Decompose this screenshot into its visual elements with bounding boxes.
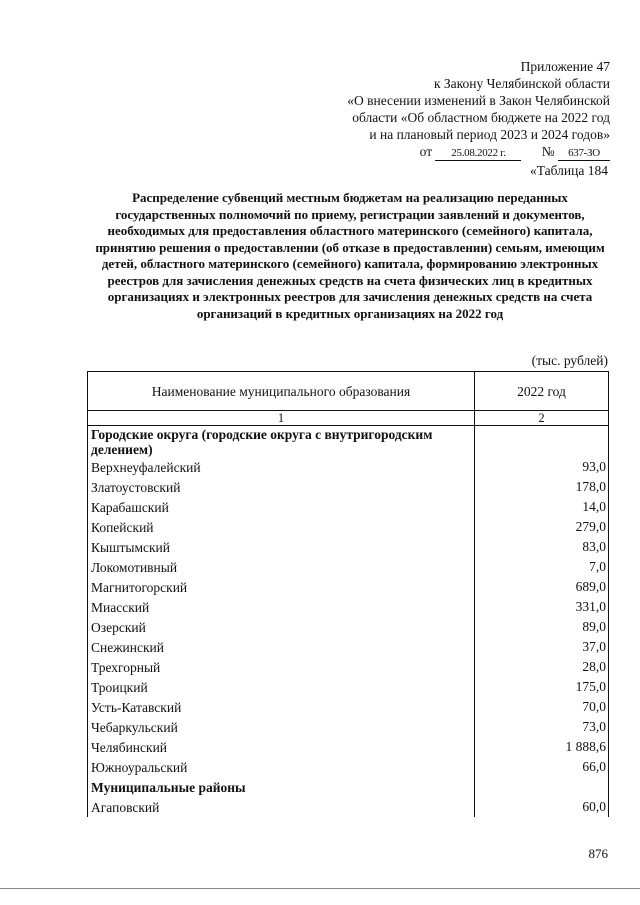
subvention-amount: 175,0: [475, 677, 609, 697]
column-number-1: 1: [88, 411, 475, 426]
municipality-name: Миасский: [88, 597, 475, 617]
table-row: [88, 697, 609, 717]
municipality-name: Южноуральский: [88, 757, 475, 777]
table-label: «Таблица 184: [530, 163, 608, 178]
municipality-name: Чебаркульский: [88, 717, 475, 737]
subvention-amount: 1 888,6: [475, 737, 609, 757]
subvention-amount: 37,0: [475, 637, 609, 657]
date-prefix: от: [419, 144, 433, 159]
number-value: 637-ЗО: [558, 147, 610, 161]
subvention-amount: 279,0: [475, 517, 609, 537]
page-bottom-edge: [0, 888, 640, 889]
group-title-city-districts: Городские округа (городские округа с внутригородским делением): [88, 426, 475, 458]
table-body: [88, 426, 609, 818]
municipality-name: Троицкий: [88, 677, 475, 697]
page-number: 876: [588, 846, 608, 861]
municipality-name: Верхнеуфалейский: [88, 457, 475, 477]
group-value-empty: [475, 426, 609, 458]
column-number-row: [88, 411, 609, 426]
subvention-amount: 89,0: [475, 617, 609, 637]
table-row: [88, 517, 609, 537]
subvention-amount: 66,0: [475, 757, 609, 777]
column-header-year: 2022 год: [475, 372, 609, 411]
appendix-line-3: «О внесении изменений в Закон Челябинской: [347, 93, 610, 108]
subvention-amount: 73,0: [475, 717, 609, 737]
subvention-amount: 28,0: [475, 657, 609, 677]
subvention-amount: 70,0: [475, 697, 609, 717]
table-row: [88, 797, 609, 817]
table-row: [88, 717, 609, 737]
table-row: [88, 737, 609, 757]
municipality-name: Усть-Катавский: [88, 697, 475, 717]
subvention-amount: 83,0: [475, 537, 609, 557]
municipality-name: Озерский: [88, 617, 475, 637]
subvention-amount: 689,0: [475, 577, 609, 597]
column-header-name: Наименование муниципального образования: [88, 372, 475, 411]
appendix-block: [290, 58, 610, 161]
table-header-row: [88, 372, 609, 411]
subvention-amount: 93,0: [475, 457, 609, 477]
column-number-2: 2: [475, 411, 609, 426]
municipality-name: Карабашский: [88, 497, 475, 517]
table-row: [88, 597, 609, 617]
table-row: [88, 617, 609, 637]
subvention-table: [87, 371, 609, 817]
table-row: [88, 637, 609, 657]
date-number-line: [290, 143, 610, 161]
appendix-line-1: Приложение 47: [520, 59, 610, 74]
municipality-name: Челябинский: [88, 737, 475, 757]
table-row: [88, 677, 609, 697]
group-header-row: [88, 426, 609, 458]
municipality-name: Локомотивный: [88, 557, 475, 577]
table-row: [88, 657, 609, 677]
subvention-amount: 178,0: [475, 477, 609, 497]
table-row: [88, 557, 609, 577]
table-row: [88, 757, 609, 777]
subvention-amount: 331,0: [475, 597, 609, 617]
table-row: [88, 497, 609, 517]
units-label: (тыс. рублей): [531, 353, 608, 368]
appendix-line-5: и на плановый период 2023 и 2024 годов»: [369, 127, 610, 142]
municipality-name: Трехгорный: [88, 657, 475, 677]
municipality-name: Кыштымский: [88, 537, 475, 557]
subvention-amount: 7,0: [475, 557, 609, 577]
date-value: 25.08.2022 г.: [435, 147, 521, 161]
municipality-name: Златоустовский: [88, 477, 475, 497]
group-header-row: [88, 777, 609, 797]
table-row: [88, 537, 609, 557]
appendix-line-4: области «Об областном бюджете на 2022 год: [352, 110, 610, 125]
municipality-name: Магнитогорский: [88, 577, 475, 597]
municipality-name: Снежинский: [88, 637, 475, 657]
municipality-name: Агаповский: [88, 797, 475, 817]
appendix-line-2: к Закону Челябинской области: [433, 76, 610, 91]
document-title: Распределение субвенций местным бюджетам на реализацию переданных государственных полномочий по приему, регистрации заявлений и документов, необходимых для предоставления областного материнского (семейного) капитала, принятию решения о предоставлении (об отказе в предоставлении) семьям, имеющим детей, областного материнского (семейного) капитала, формированию электронных реестров для зачисления денежных средств на счета физических лиц в кредитных организациях и электронных реестров для зачисления денежных средств на счета организаций в кредитных организациях на 2022 год: [95, 190, 605, 321]
number-prefix: №: [541, 144, 555, 159]
table-row: [88, 477, 609, 497]
subvention-amount: 14,0: [475, 497, 609, 517]
subvention-amount: 60,0: [475, 797, 609, 817]
group-title-municipal-districts: Муниципальные районы: [88, 777, 475, 797]
table-row: [88, 457, 609, 477]
table-row: [88, 577, 609, 597]
group-value-empty: [475, 777, 609, 797]
municipality-name: Копейский: [88, 517, 475, 537]
